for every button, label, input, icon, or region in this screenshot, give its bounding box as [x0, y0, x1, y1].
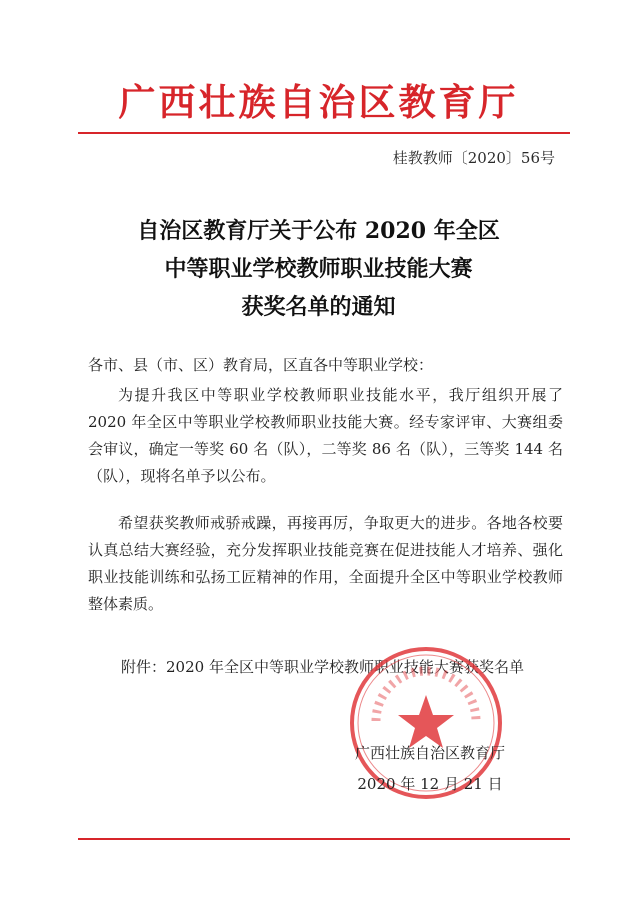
document-title — [0, 212, 637, 326]
seal-star-icon — [398, 695, 454, 748]
body-paragraph-1: 为提升我区中等职业学校教师职业技能水平，我厅组织开展了 2020 年全区中等职业学校教师职业技能大赛。经专家评审、大赛组委会审议，确定一等奖 60 名（队），二等奖 86 名（队），三等奖 144 名（队），现将名单予以公布。 — [88, 386, 563, 485]
document-title-line-2: 中等职业学校教师职业技能大赛 — [164, 256, 473, 282]
issuing-authority-header: 广西壮族自治区教育厅 — [118, 80, 519, 124]
document-title-line-3: 获奖名单的通知 — [241, 294, 396, 320]
document-number: 桂教教师〔2020〕56号 — [392, 149, 555, 167]
body-paragraph-2: 希望获奖教师戒骄戒躁，再接再厉，争取更大的进步。各地各校要认真总结大赛经验，充分发挥职业技能竞赛在促进技能人才培养、强化职业技能训练和弘扬工匠精神的作用，全面提升全区中等职业学校教师整体素质。 — [88, 514, 563, 613]
footer-red-rule — [78, 838, 570, 840]
document-title-line-1: 自治区教育厅关于公布 2020 年全区 — [137, 218, 500, 244]
signing-organization: 广西壮族自治区教育厅 — [354, 744, 505, 762]
attachment-note: 附件：2020 年全区中等职业学校教师职业技能大赛获奖名单 — [121, 658, 524, 676]
signing-date: 2020 年 12 月 21 日 — [357, 775, 503, 793]
header-red-rule — [78, 132, 570, 134]
addressee-line: 各市、县（市、区）教育局，区直各中等职业学校： — [88, 356, 434, 374]
